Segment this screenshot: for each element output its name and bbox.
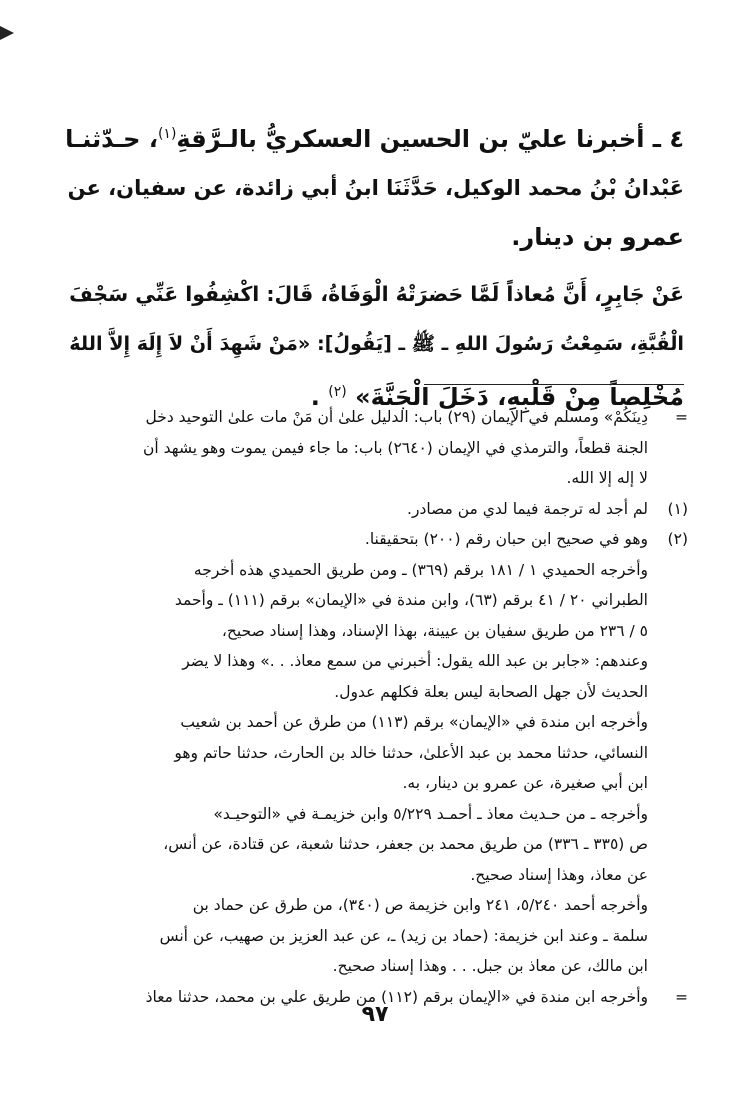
footnote-mark: = xyxy=(675,408,688,426)
footnote-text: وأخرجه الحميدي ١ / ١٨١ برقم (٣٦٩) ـ ومن طريق الحميدي هذه أخرجه xyxy=(193,560,648,579)
main-line-1-tail: ، حـدّثنـا xyxy=(65,125,158,153)
hadith-line-3-tail: . xyxy=(310,383,320,411)
footnote-mark: = xyxy=(675,987,688,1006)
footnote-line xyxy=(58,463,688,494)
footnote-line xyxy=(58,585,688,616)
footnote-mark: (٢) xyxy=(667,530,688,548)
hadith-line-2: الْقُبَّةِ، سَمِعْتُ رَسُولَ اللهِ ـ ﷺ ـ [يَقُولُ]: «مَنْ شَهِدَ أَنْ لاَ إِلَهَ إِلاَّ اللهُ xyxy=(69,332,684,355)
footnote-line xyxy=(58,524,688,555)
footnote-separator xyxy=(424,384,684,385)
footnote-ref-1: (١) xyxy=(157,126,177,142)
hadith-line-3-text: مُخْلِصاً مِنْ قَلْبِهِ، دَخَلَ الْجَنَّةَ» xyxy=(355,383,684,411)
footnote-text: ص (٣٣٥ ـ ٣٣٦) من طريق محمد بن جعفر، حدثنا شعبة، عن قتادة، عن أنس، xyxy=(163,835,648,853)
footnote-text: الطبراني ٢٠ / ٤١ برقم (٦٣)، وابن مندة في «الإيمان» برقم (١١١) ـ وأحمد xyxy=(174,591,648,609)
footnote-line xyxy=(58,738,688,769)
footnote-text: الحديث لأن جهل الصحابة ليس بعلة فكلهم عدول. xyxy=(334,682,648,701)
footnote-line xyxy=(58,921,688,952)
footnote-text: ٥ / ٢٣٦ من طريق سفيان بن عيينة، بهذا الإسناد، وهذا إسناد صحيح، xyxy=(221,621,648,640)
hadith-text xyxy=(64,270,684,422)
main-line-1-text: ٤ ـ أخبرنا عليّ بن الحسين العسكريُّ بالـرَّقةِ xyxy=(176,125,684,153)
page-number: ٩٧ xyxy=(361,1002,389,1027)
main-line-2: عَبْدانُ بْنُ محمد الوكيل، حَدَّثَنَا ابنُ أبي زائدة، عن سفيان، عن xyxy=(67,176,684,200)
footnote-text: دِينَكُمْ» ومسلم في الإيمان (٢٩) باب: الدليل علىٰ أن مَنْ مات علىٰ التوحيد دخل xyxy=(145,408,648,426)
footnote-text: لا إله إلا الله. xyxy=(566,469,648,487)
footnote-line xyxy=(58,951,688,982)
footnote-text: وهو في صحيح ابن حبان رقم (٢٠٠) بتحقيقنا. xyxy=(364,530,648,548)
footnote-text: وأخرجه ابن مندة في «الإيمان» برقم (١١٣) من طرق عن أحمد بن شعيب xyxy=(180,713,648,731)
footnote-line xyxy=(58,402,688,433)
footnote-mark: (١) xyxy=(667,499,688,518)
footnote-text: ابن مالك، عن معاذ بن جبل. . . وهذا إسناد صحيح. xyxy=(332,957,648,975)
main-line-3: عمرو بن دينار. xyxy=(511,223,684,251)
hadith-line-1: عَنْ جَابِرٍ، أَنَّ مُعاذاً لَمَّا حَضرَتْهُ الْوَفَاةُ، قَالَ: اكْشِفُوا عَنِّي سَجْفَ xyxy=(69,282,684,306)
footnote-text: النسائي، حدثنا محمد بن عبد الأعلىٰ، حدثنا خالد بن الحارث، حدثنا حاتم وهو xyxy=(174,743,648,762)
footnote-line xyxy=(58,707,688,738)
footnote-text: لم أجد له ترجمة فيما لدي من مصادر. xyxy=(407,499,648,518)
main-text xyxy=(64,110,684,422)
footnote-line xyxy=(58,860,688,891)
footnote-text: وعندهم: «جابر بن عبد الله يقول: أخبرني من سمع معاذ. . .» وهذا لا يضر xyxy=(182,652,648,670)
footnote-line xyxy=(58,677,688,708)
footnote-text: ابن أبي صغيرة، عن عمرو بن دينار، به. xyxy=(402,774,648,792)
footnote-line xyxy=(58,433,688,464)
footnote-line xyxy=(58,616,688,647)
footnote-line xyxy=(58,829,688,860)
footnote-line xyxy=(58,768,688,799)
main-line-1 xyxy=(64,110,684,164)
footnote-text: سلمة ـ وعند ابن خزيمة: (حماد بن زيد) ـ، عن عبد العزيز بن صهيب، عن أنس xyxy=(159,926,648,945)
footnote-text: وأخرجه أحمد ٥/٢٤٠، ٢٤١ وابن خزيمة ص (٣٤٠)، من طرق عن حماد بن xyxy=(192,896,648,914)
footnote-line xyxy=(58,494,688,525)
footnote-line xyxy=(58,555,688,586)
footnote-text: وأخرجه ابن مندة في «الإيمان برقم (١١٢) من طريق علي بن محمد، حدثنا معاذ xyxy=(145,987,648,1006)
footnote-text: الجنة قطعاً، والترمذي في الإيمان (٢٦٤٠) باب: ما جاء فيمن يموت وهو يشهد أن xyxy=(143,438,648,457)
footnote-line xyxy=(58,890,688,921)
footnote-text: عن معاذ، وهذا إسناد صحيح. xyxy=(470,865,648,884)
corner-arrow-icon xyxy=(0,26,14,40)
footnote-ref-2: (٢) xyxy=(328,384,347,400)
footnotes xyxy=(58,402,688,1012)
footnote-text: وأخرجه ـ من حـديث معاذ ـ أحمـد ٥/٢٢٩ وابن خزيمـة في «التوحيـد» xyxy=(213,804,648,823)
footnote-line xyxy=(58,799,688,830)
footnote-line xyxy=(58,646,688,677)
